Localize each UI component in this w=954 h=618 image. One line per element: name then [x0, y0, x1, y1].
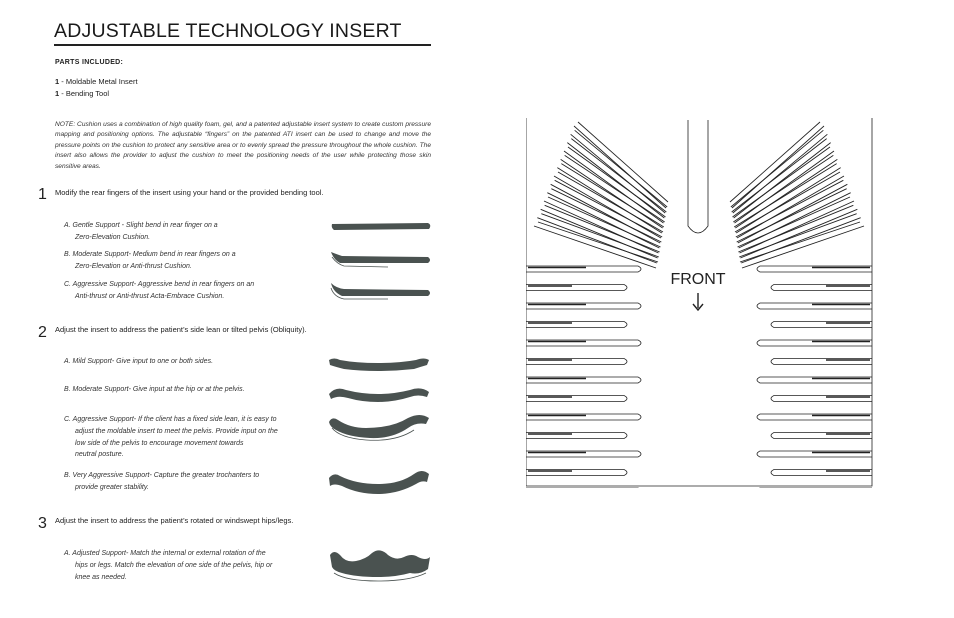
aggressive-support-insert-icon	[326, 412, 432, 444]
parts-item: 1 - Moldable Metal Insert	[55, 77, 138, 86]
step-1-option-c: C. Aggressive Support- Aggressive bend in rear fingers on an Anti-thrust or Anti-thrust Acta-Embrace Cushion.	[64, 281, 255, 300]
gentle-bend-insert-icon	[328, 220, 434, 236]
step-3-text: Adjust the insert to address the patient’s rotated or windswept hips/legs.	[55, 516, 294, 525]
rear-finger-left	[571, 130, 668, 213]
step-2-option-b: B. Moderate Support- Give input at the hip or at the pelvis.	[64, 386, 245, 393]
step-2-option-c: C. Aggressive Support- If the client has a fixed side lean, it is easy to adjust the moldable insert to meet the pelvis. Provide input on the low side of the pelvis to encourage movement towards neutral posture.	[64, 416, 278, 459]
step-3-number: 3	[38, 515, 47, 532]
title-underline	[54, 44, 431, 46]
step-3-option-a: A. Adjusted Support- Match the internal or external rotation of the hips or legs. Match the elevation of one side of the pelvis, hip or knee as needed.	[64, 550, 273, 581]
mild-support-insert-icon	[326, 354, 432, 376]
step-1-number: 1	[38, 186, 47, 203]
moderate-support-insert-icon	[326, 382, 432, 406]
insert-outline	[526, 118, 872, 488]
rear-finger-right	[730, 122, 824, 208]
rear-finger-right	[731, 130, 828, 213]
insert-border	[526, 118, 872, 486]
front-arrow-icon	[693, 293, 703, 310]
step-1-text: Modify the rear fingers of the insert using your hand or the provided bending tool.	[55, 188, 324, 197]
step-2-text: Adjust the insert to address the patient’s side lean or tilted pelvis (Obliquity).	[55, 325, 307, 334]
step-2-option-a: A. Mild Support- Give input to one or both sides.	[64, 358, 214, 365]
rear-notch	[688, 120, 708, 233]
medium-bend-insert-icon	[328, 248, 434, 270]
rear-finger-left	[574, 122, 668, 208]
rear-finger-right	[735, 172, 844, 238]
aggressive-bend-insert-icon	[328, 280, 434, 302]
parts-heading: PARTS INCLUDED:	[55, 59, 124, 66]
very-aggressive-support-insert-icon	[326, 466, 432, 498]
insert-top-view-diagram	[526, 118, 874, 488]
parts-list	[55, 76, 138, 99]
step-1-option-b: B. Moderate Support- Medium bend in rear fingers on a Zero-Elevation or Anti-thrust Cushion.	[64, 251, 236, 270]
note-paragraph: NOTE: Cushion uses a combination of high quality foam, gel, and a patented adjustable insert system to create custom pressure mapping and positioning options. The adjustable “fingers” on the patented ATI insert can be used to change and move the pressure points on the cushion to protect any sensitive area or to evenly spread the pressure throughout the whole cushion. The insert also allows the provider to adjust the cushion to meet the positioning needs of the user while protecting those skin sensitive areas.	[55, 121, 431, 170]
rear-finger-left	[554, 172, 663, 238]
step-1-option-a: A. Gentle Support - Slight bend in rear finger on a Zero-Elevation Cushion.	[64, 222, 218, 241]
parts-item: 1 - Bending Tool	[55, 88, 110, 98]
rear-finger-left	[534, 222, 658, 268]
step-2-number: 2	[38, 324, 47, 341]
rear-finger-right	[740, 222, 864, 268]
front-label: FRONT	[670, 271, 726, 288]
page-title: ADJUSTABLE TECHNOLOGY INSERT	[54, 20, 402, 42]
step-2-option-d: B. Very Aggressive Support- Capture the greater trochanters to provide greater stability.	[64, 472, 260, 491]
rotated-hips-insert-icon	[326, 545, 434, 587]
